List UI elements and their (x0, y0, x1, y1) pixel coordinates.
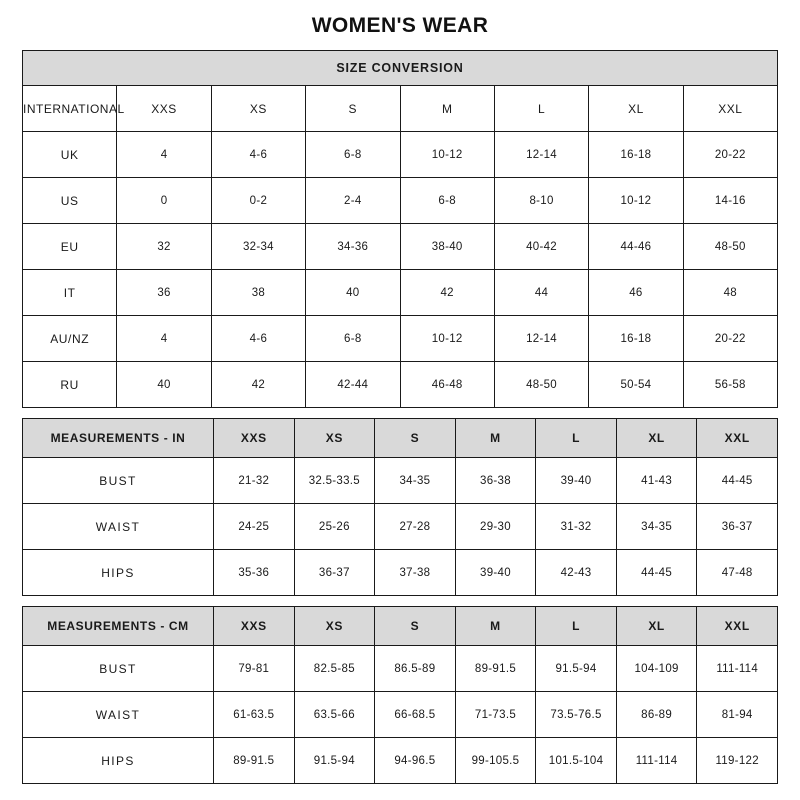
row-label-it: IT (23, 270, 117, 316)
cell: 48-50 (683, 224, 777, 270)
row-label-bust: BUST (23, 646, 214, 692)
row-label-aunz: AU/NZ (23, 316, 117, 362)
cell: 36-37 (697, 504, 778, 550)
cell: 41-43 (616, 458, 697, 504)
cell: 10-12 (400, 132, 494, 178)
column-header-xxl: XXL (683, 86, 777, 132)
cell: 0-2 (211, 178, 305, 224)
table-row (23, 178, 778, 224)
column-header-xxl: XXL (697, 607, 778, 646)
table-spacer (22, 596, 778, 606)
table-spacer (22, 408, 778, 418)
cell: 42 (400, 270, 494, 316)
table-row (23, 646, 778, 692)
column-header-xs: XS (294, 419, 375, 458)
size-conversion-table (22, 50, 778, 408)
size-conversion-banner: SIZE CONVERSION (23, 51, 778, 86)
row-label-us: US (23, 178, 117, 224)
table-row (23, 132, 778, 178)
cell: 39-40 (455, 550, 536, 596)
cell: 46-48 (400, 362, 494, 408)
cell: 34-35 (375, 458, 456, 504)
cell: 79-81 (214, 646, 295, 692)
cell: 40 (306, 270, 400, 316)
cell: 4-6 (211, 132, 305, 178)
table-row (23, 362, 778, 408)
column-header-xxl: XXL (697, 419, 778, 458)
table-row (23, 270, 778, 316)
cell: 63.5-66 (294, 692, 375, 738)
cell: 29-30 (455, 504, 536, 550)
table-banner-row (23, 51, 778, 86)
cell: 12-14 (494, 132, 588, 178)
cell: 42-44 (306, 362, 400, 408)
cell: 71-73.5 (455, 692, 536, 738)
cell: 42 (211, 362, 305, 408)
cell: 39-40 (536, 458, 617, 504)
cell: 4 (117, 132, 211, 178)
row-label-uk: UK (23, 132, 117, 178)
cell: 10-12 (400, 316, 494, 362)
table-row (23, 692, 778, 738)
cell: 73.5-76.5 (536, 692, 617, 738)
measurements-cm-table (22, 606, 778, 784)
cell: 36-38 (455, 458, 536, 504)
cell: 6-8 (306, 132, 400, 178)
row-label-bust: BUST (23, 458, 214, 504)
table-row (23, 550, 778, 596)
table-row (23, 458, 778, 504)
cell: 48 (683, 270, 777, 316)
cell: 119-122 (697, 738, 778, 784)
cell: 111-114 (697, 646, 778, 692)
cell: 36 (117, 270, 211, 316)
column-header-xs: XS (211, 86, 305, 132)
cell: 44-45 (697, 458, 778, 504)
cell: 10-12 (589, 178, 683, 224)
cell: 32.5-33.5 (294, 458, 375, 504)
column-header-measurements-in: MEASUREMENTS - IN (23, 419, 214, 458)
column-header-xl: XL (616, 607, 697, 646)
column-header-international: INTERNATIONAL (23, 86, 117, 132)
cell: 36-37 (294, 550, 375, 596)
cell: 16-18 (589, 132, 683, 178)
cell: 20-22 (683, 316, 777, 362)
cell: 82.5-85 (294, 646, 375, 692)
table-row (23, 224, 778, 270)
column-header-l: L (494, 86, 588, 132)
column-header-xxs: XXS (117, 86, 211, 132)
column-header-xs: XS (294, 607, 375, 646)
cell: 111-114 (616, 738, 697, 784)
cell: 6-8 (400, 178, 494, 224)
cell: 99-105.5 (455, 738, 536, 784)
cell: 38 (211, 270, 305, 316)
cell: 89-91.5 (214, 738, 295, 784)
cell: 34-35 (616, 504, 697, 550)
table-row (23, 504, 778, 550)
cell: 38-40 (400, 224, 494, 270)
cell: 61-63.5 (214, 692, 295, 738)
column-header-s: S (375, 607, 456, 646)
cell: 2-4 (306, 178, 400, 224)
cell: 44-45 (616, 550, 697, 596)
cell: 66-68.5 (375, 692, 456, 738)
cell: 6-8 (306, 316, 400, 362)
column-header-s: S (306, 86, 400, 132)
cell: 81-94 (697, 692, 778, 738)
row-label-waist: WAIST (23, 504, 214, 550)
table-row (23, 316, 778, 362)
row-label-hips: HIPS (23, 738, 214, 784)
cell: 56-58 (683, 362, 777, 408)
cell: 4-6 (211, 316, 305, 362)
cell: 24-25 (214, 504, 295, 550)
cell: 27-28 (375, 504, 456, 550)
cell: 86.5-89 (375, 646, 456, 692)
column-header-l: L (536, 419, 617, 458)
cell: 16-18 (589, 316, 683, 362)
table-header-row (23, 607, 778, 646)
table-header-row (23, 86, 778, 132)
cell: 32 (117, 224, 211, 270)
cell: 25-26 (294, 504, 375, 550)
column-header-m: M (455, 419, 536, 458)
cell: 14-16 (683, 178, 777, 224)
cell: 91.5-94 (536, 646, 617, 692)
column-header-s: S (375, 419, 456, 458)
cell: 46 (589, 270, 683, 316)
table-row (23, 738, 778, 784)
column-header-xl: XL (589, 86, 683, 132)
cell: 40-42 (494, 224, 588, 270)
cell: 31-32 (536, 504, 617, 550)
cell: 8-10 (494, 178, 588, 224)
cell: 20-22 (683, 132, 777, 178)
cell: 104-109 (616, 646, 697, 692)
row-label-eu: EU (23, 224, 117, 270)
cell: 40 (117, 362, 211, 408)
cell: 12-14 (494, 316, 588, 362)
cell: 91.5-94 (294, 738, 375, 784)
cell: 50-54 (589, 362, 683, 408)
column-header-xxs: XXS (214, 419, 295, 458)
cell: 86-89 (616, 692, 697, 738)
cell: 0 (117, 178, 211, 224)
row-label-ru: RU (23, 362, 117, 408)
cell: 94-96.5 (375, 738, 456, 784)
cell: 21-32 (214, 458, 295, 504)
cell: 48-50 (494, 362, 588, 408)
row-label-waist: WAIST (23, 692, 214, 738)
cell: 44 (494, 270, 588, 316)
cell: 42-43 (536, 550, 617, 596)
cell: 4 (117, 316, 211, 362)
cell: 37-38 (375, 550, 456, 596)
column-header-measurements-cm: MEASUREMENTS - CM (23, 607, 214, 646)
column-header-xxs: XXS (214, 607, 295, 646)
table-header-row (23, 419, 778, 458)
cell: 35-36 (214, 550, 295, 596)
cell: 47-48 (697, 550, 778, 596)
row-label-hips: HIPS (23, 550, 214, 596)
column-header-m: M (400, 86, 494, 132)
cell: 44-46 (589, 224, 683, 270)
cell: 89-91.5 (455, 646, 536, 692)
column-header-m: M (455, 607, 536, 646)
column-header-xl: XL (616, 419, 697, 458)
cell: 32-34 (211, 224, 305, 270)
measurements-inches-table (22, 418, 778, 596)
column-header-l: L (536, 607, 617, 646)
cell: 101.5-104 (536, 738, 617, 784)
page-title: WOMEN'S WEAR (311, 14, 489, 37)
cell: 34-36 (306, 224, 400, 270)
